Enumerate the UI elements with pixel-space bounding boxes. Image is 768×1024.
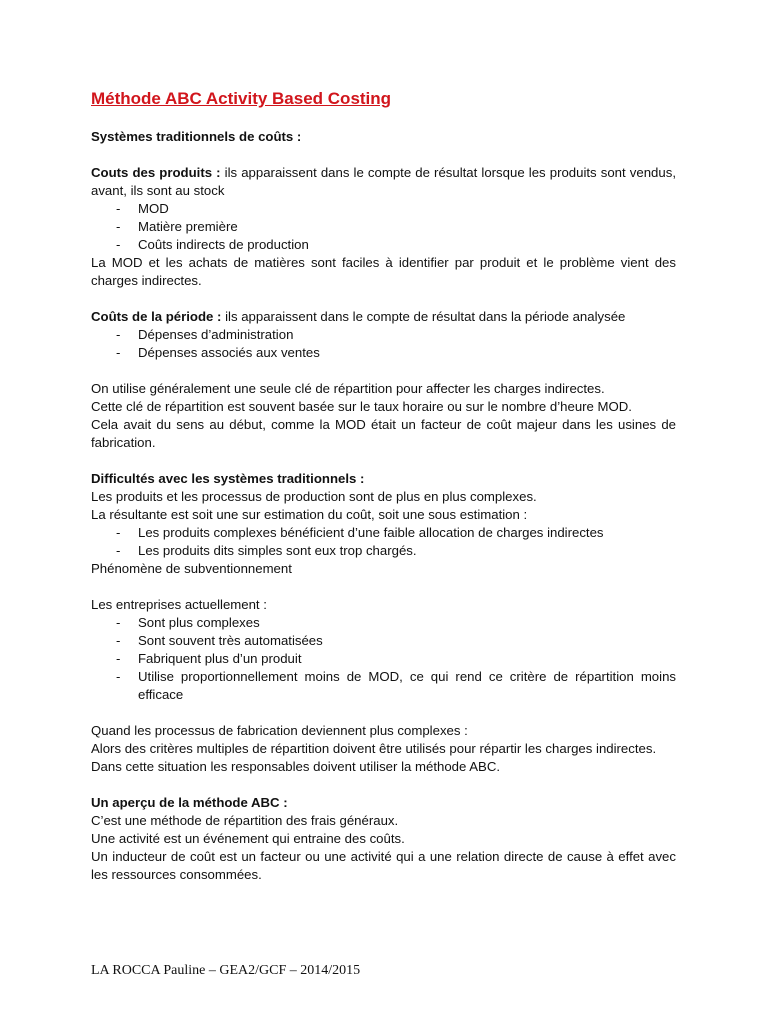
paragraph-companies-intro: Les entreprises actuellement : xyxy=(91,597,267,612)
list-item: - Coûts indirects de production xyxy=(116,237,309,252)
product-costs-text: ils apparaissent dans le compte de résultat lorsque les produits sont vendus, avant, ils sont au stock xyxy=(91,165,676,198)
paragraph-cost-driver-definition: Un inducteur de coût est un facteur ou une activité qui a une relation directe de cause à effet avec les ressources consommées. xyxy=(91,849,676,882)
list-item: - Sont souvent très automatisées xyxy=(116,633,323,648)
product-costs-list xyxy=(91,200,676,254)
period-costs-list xyxy=(91,326,676,362)
paragraph-product-costs xyxy=(91,164,676,200)
section-heading-traditional-systems: Systèmes traditionnels de coûts : xyxy=(91,129,302,144)
period-costs-label: Coûts de la période : xyxy=(91,309,222,324)
paragraph-allocation-key: On utilise généralement une seule clé de répartition pour affecter les charges indirectes. xyxy=(91,381,605,396)
paragraph-multiple-criteria: Alors des critères multiples de répartition doivent être utilisés pour répartir les charges indirectes. xyxy=(91,741,657,756)
document-title: Méthode ABC Activity Based Costing xyxy=(91,89,392,108)
dash-bullet: - xyxy=(116,651,121,666)
page-footer: LA ROCCA Pauline – GEA2/GCF – 2014/2015 xyxy=(91,963,361,978)
paragraph-complex-processes: Quand les processus de fabrication deviennent plus complexes : xyxy=(91,723,468,738)
dash-bullet: - xyxy=(116,543,121,558)
list-item: - Les produits complexes bénéficient d’une faible allocation de charges indirectes xyxy=(116,525,604,540)
list-item: - Matière première xyxy=(116,219,238,234)
paragraph-hourly-rate: Cette clé de répartition est souvent basée sur le taux horaire ou sur le nombre d’heure MOD. xyxy=(91,399,632,414)
dash-bullet: - xyxy=(116,237,121,252)
dash-bullet: - xyxy=(116,633,121,648)
paragraph-abc-recommendation: Dans cette situation les responsables doivent utiliser la méthode ABC. xyxy=(91,759,501,774)
companies-list xyxy=(91,614,676,704)
paragraph-period-costs xyxy=(91,308,676,326)
product-costs-label: Couts des produits : xyxy=(91,165,221,180)
dash-bullet: - xyxy=(116,327,121,342)
section-heading-abc-overview: Un aperçu de la méthode ABC : xyxy=(91,795,288,810)
dash-bullet: - xyxy=(116,201,121,216)
document-body xyxy=(91,88,676,884)
paragraph-subsidy: Phénomène de subventionnement xyxy=(91,561,292,576)
dash-bullet: - xyxy=(116,345,121,360)
difficulties-list xyxy=(91,524,676,560)
paragraph-complexity: Les produits et les processus de production sont de plus en plus complexes. xyxy=(91,489,537,504)
paragraph-history: Cela avait du sens au début, comme la MOD était un facteur de coût majeur dans les usines de fabrication. xyxy=(91,417,676,450)
list-item: - MOD xyxy=(116,201,169,216)
dash-bullet: - xyxy=(116,615,121,630)
list-item: - Dépenses associés aux ventes xyxy=(116,345,320,360)
dash-bullet: - xyxy=(116,669,121,684)
list-item: - Sont plus complexes xyxy=(116,615,260,630)
period-costs-text: ils apparaissent dans le compte de résultat dans la période analysée xyxy=(221,309,626,324)
list-item: - Fabriquent plus d’un produit xyxy=(116,651,302,666)
paragraph-mod-note: La MOD et les achats de matières sont faciles à identifier par produit et le problème vient des charges indirectes. xyxy=(91,255,676,288)
dash-bullet: - xyxy=(116,219,121,234)
list-item: - Dépenses d’administration xyxy=(116,327,294,342)
paragraph-abc-definition: C’est une méthode de répartition des frais généraux. xyxy=(91,813,399,828)
paragraph-activity-definition: Une activité est un événement qui entraine des coûts. xyxy=(91,831,405,846)
list-item: - Les produits dits simples sont eux trop chargés. xyxy=(116,543,417,558)
list-item: - Utilise proportionnellement moins de MOD, ce qui rend ce critère de répartition moins efficace xyxy=(116,669,676,702)
dash-bullet: - xyxy=(116,525,121,540)
paragraph-estimation: La résultante est soit une sur estimation du coût, soit une sous estimation : xyxy=(91,507,528,522)
section-heading-difficulties: Difficultés avec les systèmes traditionnels : xyxy=(91,471,365,486)
